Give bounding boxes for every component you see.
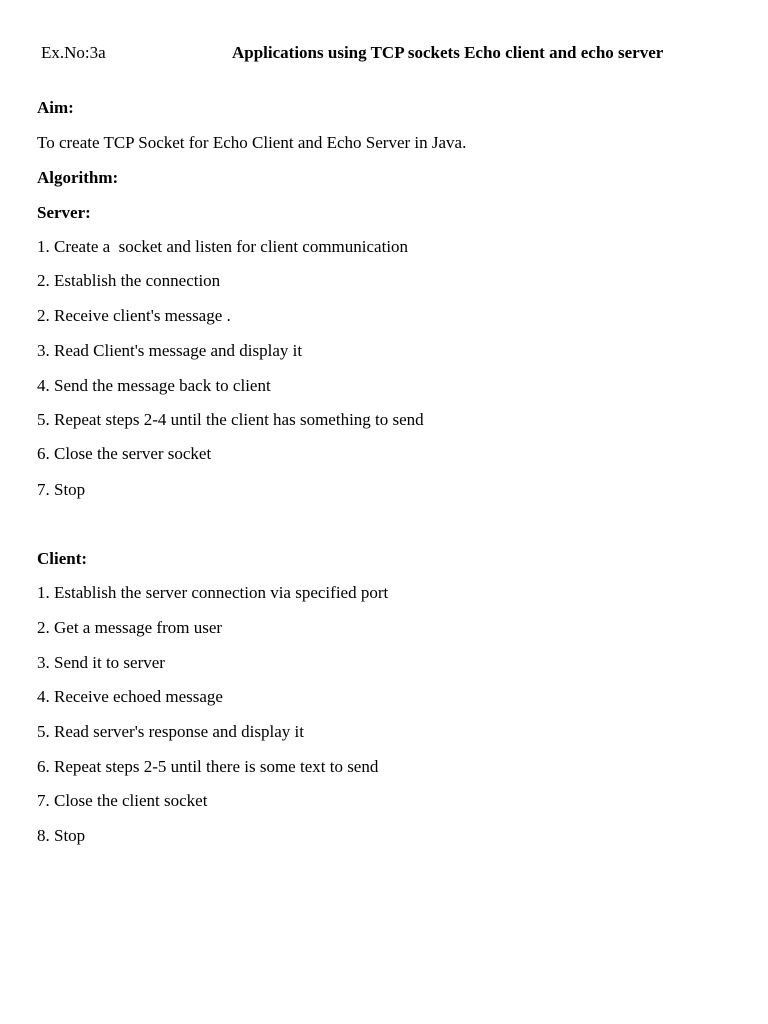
client-heading: Client: (37, 549, 88, 568)
aim-heading: Aim: (37, 98, 74, 117)
server-heading: Server: (37, 203, 91, 222)
client-step: 6. Repeat steps 2-5 until there is some text to send (37, 757, 379, 776)
server-step: 5. Repeat steps 2-4 until the client has something to send (37, 410, 424, 429)
aim-text: To create TCP Socket for Echo Client and Echo Server in Java. (37, 133, 467, 152)
client-step: 3. Send it to server (37, 653, 165, 672)
client-step: 8. Stop (37, 826, 86, 845)
document-title: Applications using TCP sockets Echo client and echo server (232, 43, 664, 62)
server-step: 2. Receive client's message . (37, 306, 231, 325)
client-step: 5. Read server's response and display it (37, 722, 304, 741)
client-step: 4. Receive echoed message (37, 687, 223, 706)
server-step: 7. Stop (37, 480, 86, 499)
algorithm-heading: Algorithm: (37, 168, 119, 187)
server-step: 2. Establish the connection (37, 271, 221, 290)
client-step: 7. Close the client socket (37, 791, 208, 810)
exercise-number: Ex.No:3a (41, 43, 106, 62)
client-step: 2. Get a message from user (37, 618, 223, 637)
client-step: 1. Establish the server connection via specified port (37, 583, 389, 602)
server-step: 6. Close the server socket (37, 444, 212, 463)
server-step: 1. Create a socket and listen for client communication (37, 237, 409, 256)
server-step: 4. Send the message back to client (37, 376, 271, 395)
server-step: 3. Read Client's message and display it (37, 341, 303, 360)
